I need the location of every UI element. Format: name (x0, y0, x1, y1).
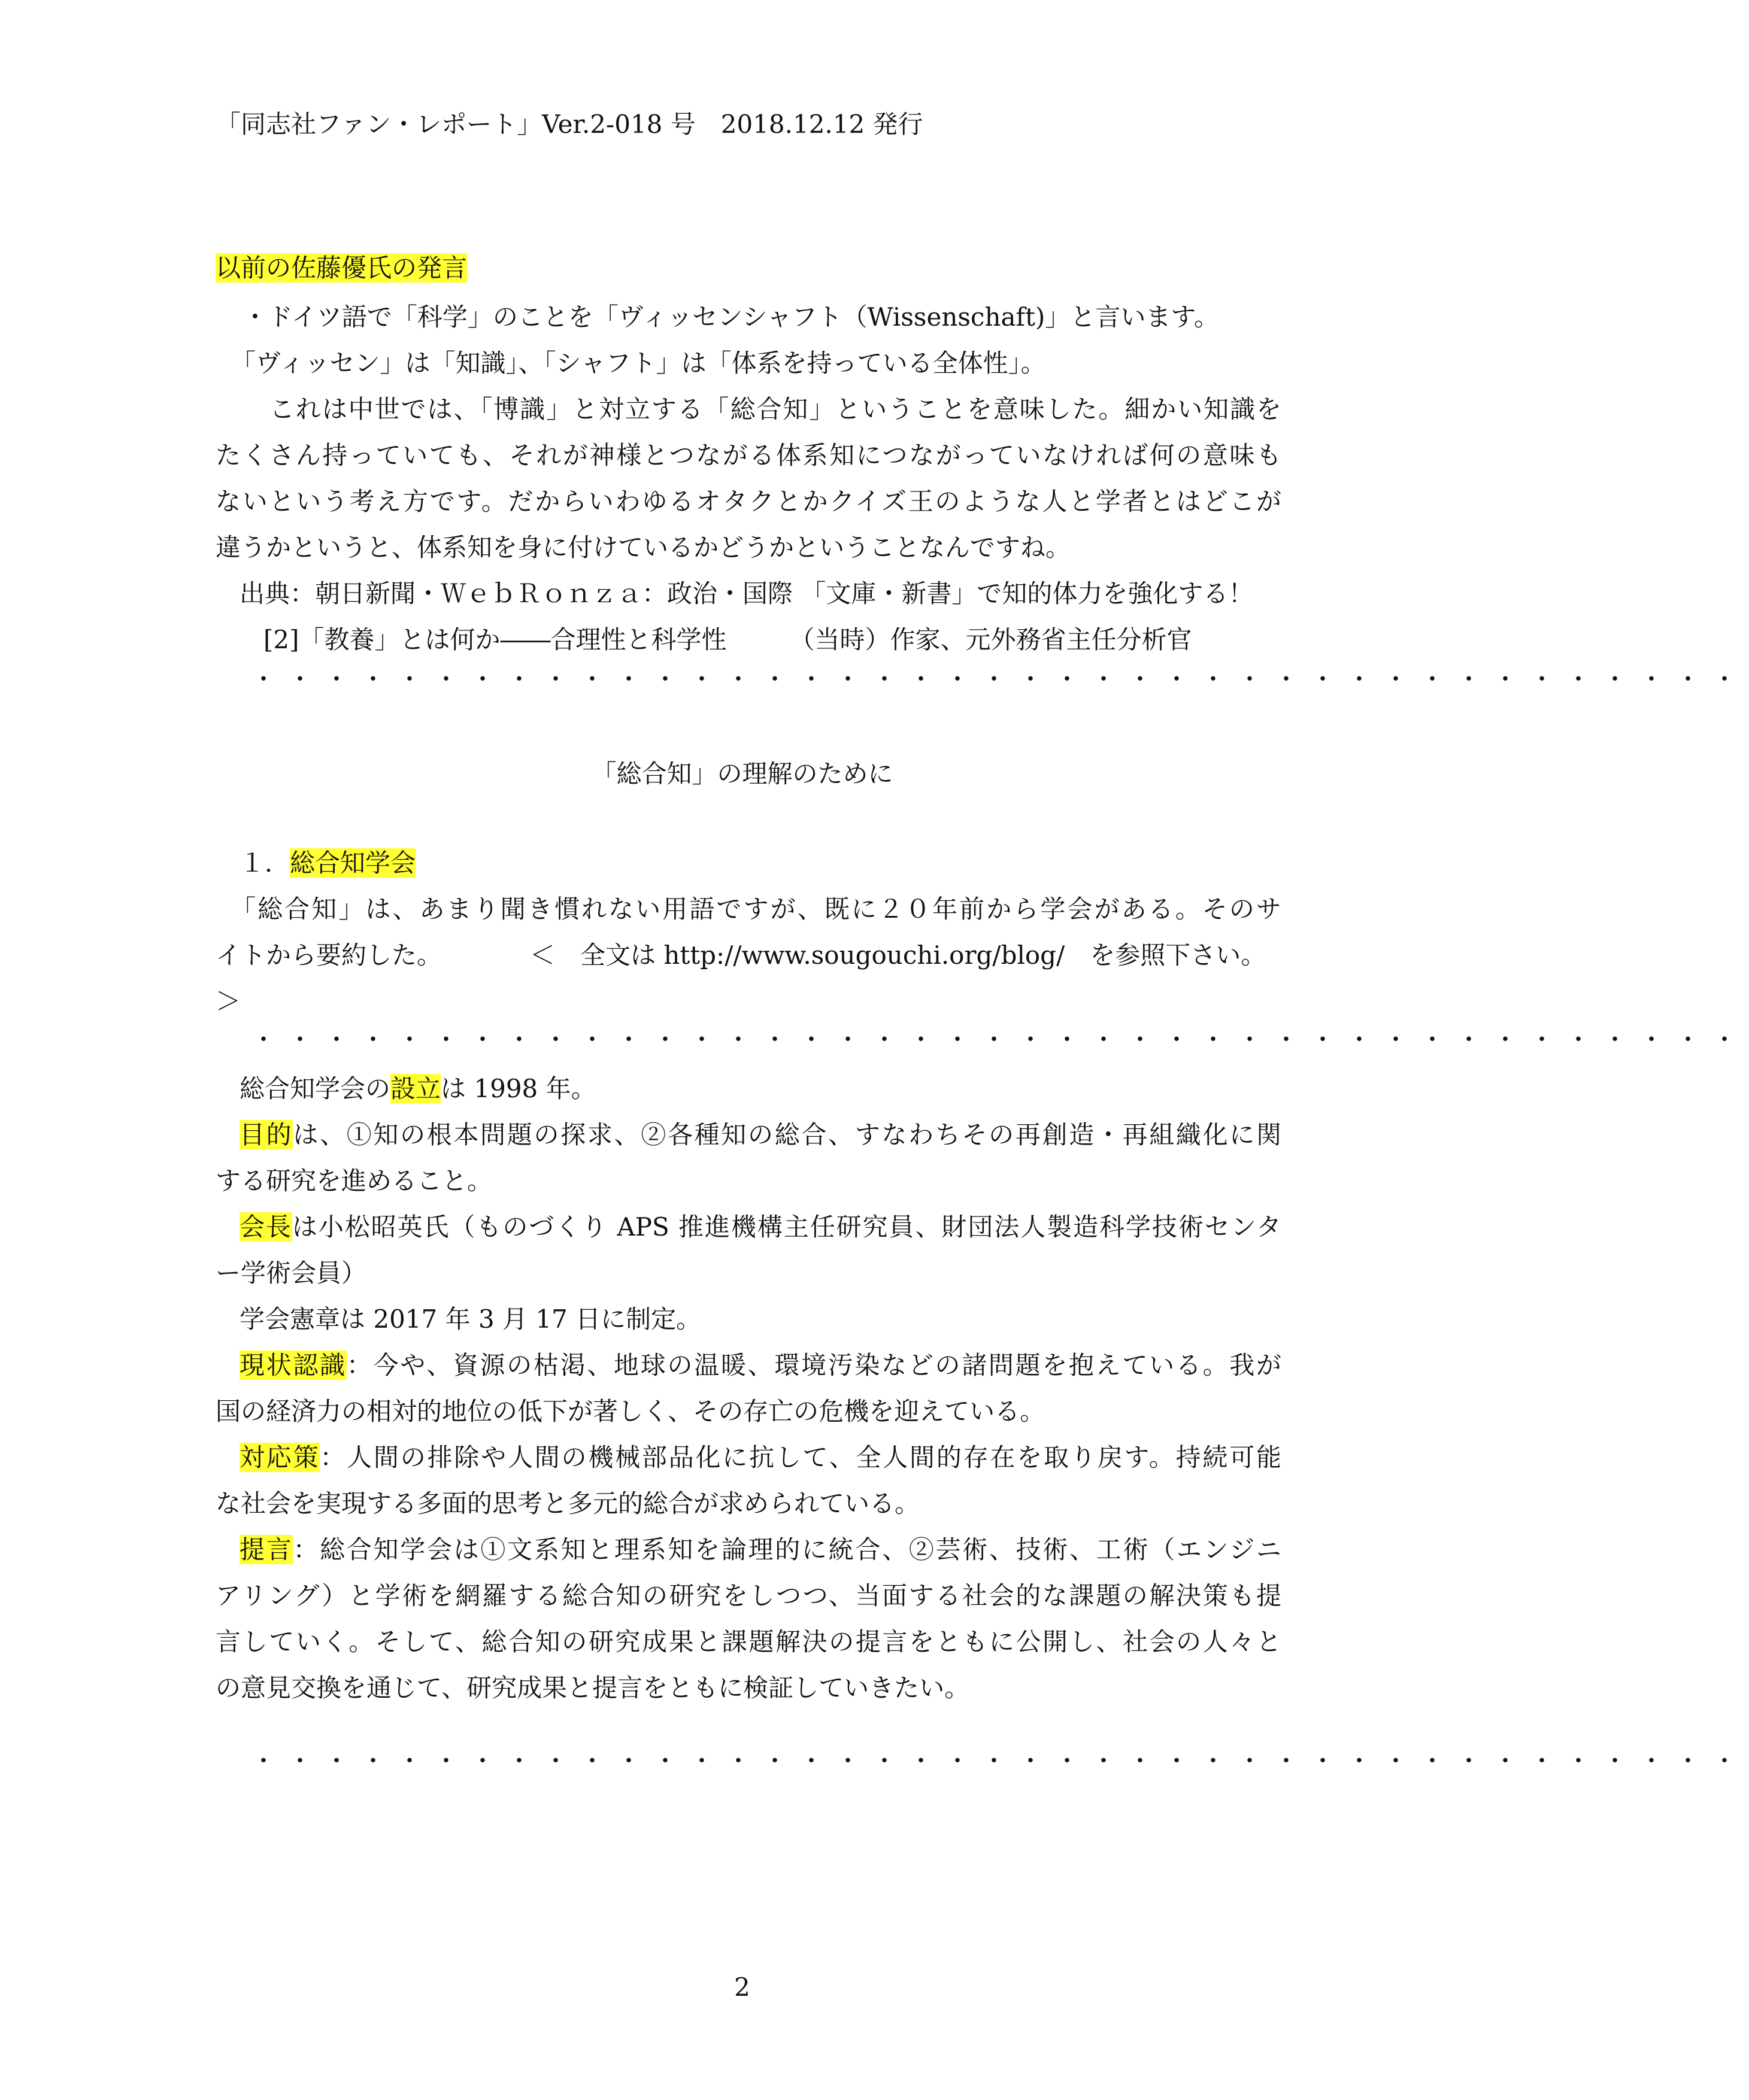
proposal-label: 提言 (240, 1535, 293, 1564)
president-line-1 (240, 1209, 1281, 1245)
sato-para-line-3: ないという考え方です。だからいわゆるオタクとかクイズ王のような人と学者とはどこが (216, 487, 1281, 516)
purpose-text: は、①知の根本問題の探求、②各種知の総合、すなわちその再創造・再組織化に関 (293, 1120, 1281, 1149)
establishment-prefix: 総合知学会の (240, 1074, 391, 1103)
current-state-label: 現状認識 (240, 1351, 347, 1380)
charter-line: 学会憲章は 2017 年 3 月 17 日に制定。 (240, 1304, 702, 1334)
subsection-heading (240, 845, 1305, 881)
sato-line-1: ・ドイツ語で「科学」のことを「ヴィッセンシャフト（Wissenschaft)」と言います。 (243, 302, 1219, 332)
purpose-line-2: する研究を進めること。 (216, 1166, 493, 1195)
intro-line-3: ＞ (216, 987, 241, 1016)
proposal-line-2: アリング）と学術を網羅する総合知の研究をしつつ、当面する社会的な課題の解決策も提 (216, 1581, 1281, 1610)
establishment-line (240, 1071, 1305, 1107)
page-header: 「同志社ファン・レポート」Ver.2-018 号 2018.12.12 発行 (216, 110, 923, 139)
sato-heading-highlight: 以前の佐藤優氏の発言 (216, 253, 468, 283)
sato-source-line-2: [2]「教養」とは何か――合理性と科学性 （当時）作家、元外務省主任分析官 (263, 625, 1192, 654)
intro-line-1: 「総合知」は、あまり聞き慣れない用語ですが、既に２０年前から学会がある。そのサ (231, 894, 1281, 924)
current-state-text: ：今や、資源の枯渇、地球の温暖、環境汚染などの諸問題を抱えている。我が (346, 1351, 1281, 1380)
president-label: 会長 (240, 1212, 292, 1242)
proposal-text: ：総合知学会は①文系知と理系知を論理的に統合、②芸術、技術、工術（エンジニ (293, 1535, 1281, 1564)
subsection-number: １． (240, 848, 290, 878)
dotted-separator-2: ・・・・・・・・・・・・・・・・・・・・・・・・・・・・・・・・・・・・・・・・・ (251, 1026, 1749, 1054)
sato-heading (216, 250, 1281, 286)
current-state-line-2: 国の経済力の相対的地位の低下が著しく、その存亡の危機を迎えている。 (216, 1397, 1045, 1426)
purpose-label: 目的 (240, 1120, 293, 1149)
sato-para-line-2: たくさん持っていても、それが神様とつながる体系知につながっていなければ何の意味も (216, 441, 1281, 470)
sato-para-line-4: 違うかというと、体系知を身に付けているかどうかということなんですね。 (216, 533, 1071, 562)
countermeasure-text: ：人間の排除や人間の機械部品化に抗して、全人間的存在を取り戻す。持続可能 (320, 1443, 1281, 1472)
president-text: は小松昭英氏（ものづくり APS 推進機構主任研究員、財団法人製造科学技術センタ (292, 1212, 1281, 1242)
establishment-value: は 1998 年。 (441, 1074, 596, 1103)
countermeasure-line-1 (240, 1440, 1281, 1476)
intro-line-2: イトから要約した。 ＜ 全文は http://www.sougouchi.org/blog/ を参照下さい。 (216, 940, 1266, 970)
proposal-line-3: 言していく。そして、総合知の研究成果と課題解決の提言をともに公開し、社会の人々と (216, 1627, 1281, 1656)
proposal-line-1 (240, 1532, 1281, 1568)
dotted-separator-1: ・・・・・・・・・・・・・・・・・・・・・・・・・・・・・・・・・・・・・・・・・ (251, 666, 1749, 693)
proposal-line-4: の意見交換を通じて、研究成果と提言をともに検証していきたい。 (216, 1673, 970, 1703)
section-title: 「総合知」の理解のために (591, 759, 893, 788)
sato-para-line-1: これは中世では、「博識」と対立する「総合知」ということを意味した。細かい知識を (269, 394, 1281, 424)
subsection-title: 総合知学会 (290, 848, 416, 878)
page-number: 2 (734, 1972, 750, 2002)
countermeasure-line-2: な社会を実現する多面的思考と多元的総合が求められている。 (216, 1489, 920, 1518)
current-state-line-1 (240, 1348, 1281, 1383)
president-line-2: ー学術会員） (216, 1258, 367, 1288)
dotted-separator-3: ・・・・・・・・・・・・・・・・・・・・・・・・・・・・・・・・・・・・・・・・・ (251, 1747, 1749, 1775)
purpose-line-1 (240, 1117, 1281, 1153)
countermeasure-label: 対応策 (240, 1443, 320, 1472)
sato-line-2: 「ヴィッセン」は「知識」、「シャフト」は「体系を持っている全体性」。 (231, 348, 1046, 378)
establishment-label: 設立 (390, 1074, 441, 1103)
sato-source-line-1: 出典：朝日新聞・ＷｅｂＲｏｎｚａ：政治・国際 「文庫・新書」で知的体力を強化する！ (240, 579, 1254, 608)
